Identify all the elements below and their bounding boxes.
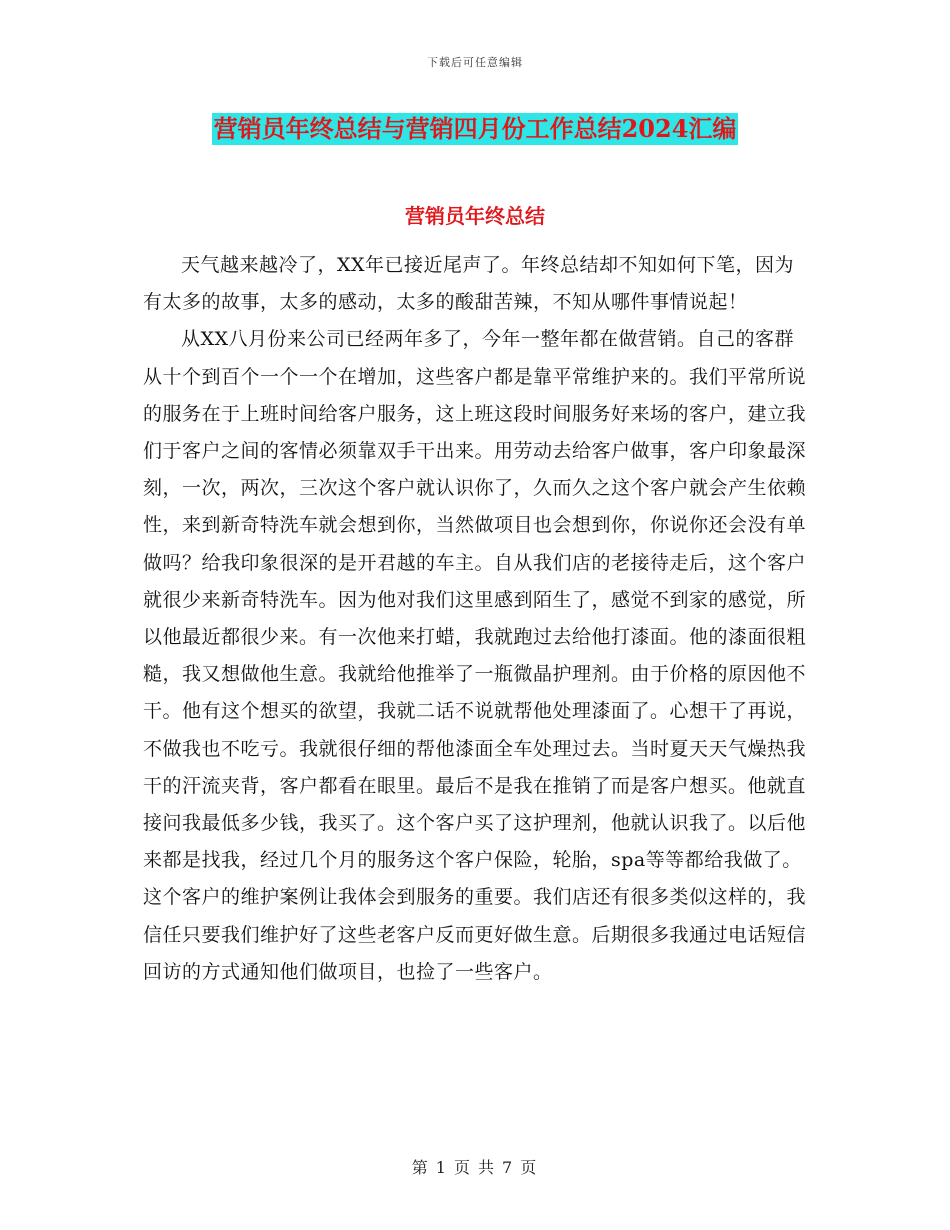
header-note: 下载后可任意编辑 — [427, 56, 523, 69]
page-unit: 页 — [453, 1158, 472, 1177]
page-label: 第 — [411, 1158, 430, 1177]
document-title: 营销员年终总结与营销四月份工作总结2024汇编 — [213, 114, 737, 143]
page-number: 1 — [435, 1158, 448, 1177]
section-title: 营销员年终总结 — [405, 204, 545, 228]
total-label: 共 — [478, 1158, 497, 1177]
paragraph: 从XX八月份来公司已经两年多了，今年一整年都在做营销。自己的客群从十个到百个一个一个在增加，这些客户都是靠平常维护来的。我们平常所说的服务在于上班时间给客户服务，这上班这段时间服务好来场的客户，建立我们于客户之间的客情必须靠双手干出来。用劳动去给客户做事，客户印象最深刻，一次，两次，三次这个客户就认识你了，久而久之这个客户就会产生依赖性，来到新奇特洗车就会想到你，当然做项目也会想到你，你说你还会没有单做吗？给我印象很深的是开君越的车主。自从我们店的老接待走后，这个客户就很少来新奇特洗车。因为他对我们这里感到陌生了，感觉不到家的感觉，所以他最近都很少来。有一次他来打蜡，我就跑过去给他打漆面。他的漆面很粗糙，我又想做他生意。我就给他推举了一瓶微晶护理剂。由于价格的原因他不干。他有这个想买的欲望，我就二话不说就帮他处理漆面了。心想干了再说，不做我也不吃亏。我就很仔细的帮他漆面全车处理过去。当时夏天天气燥热我干的汗流夹背，客户都看在眼里。最后不是我在推销了而是客户想买。他就直接问我最低多少钱，我买了。这个客户买了这护理剂，他就认识我了。以后他来都是找我，经过几个月的服务这个客户保险，轮胎，spa等等都给我做了。这个客户的维护案例让我体会到服务的重要。我们店还有很多类似这样的，我信任只要我们维护好了这些老客户反而更好做生意。后期很多我通过电话短信回访的方式通知他们做项目，也捡了一些客户。 — [143, 328, 807, 983]
page-footer — [0, 1155, 950, 1178]
paragraph: 天气越来越冷了，XX年已接近尾声了。年终总结却不知如何下笔，因为有太多的故事，太多的感动，太多的酸甜苦辣，不知从哪件事情说起！ — [143, 254, 795, 314]
total-unit: 页 — [520, 1158, 539, 1177]
document-title-container — [0, 113, 950, 145]
total-pages: 7 — [502, 1158, 515, 1177]
document-body — [143, 247, 813, 991]
